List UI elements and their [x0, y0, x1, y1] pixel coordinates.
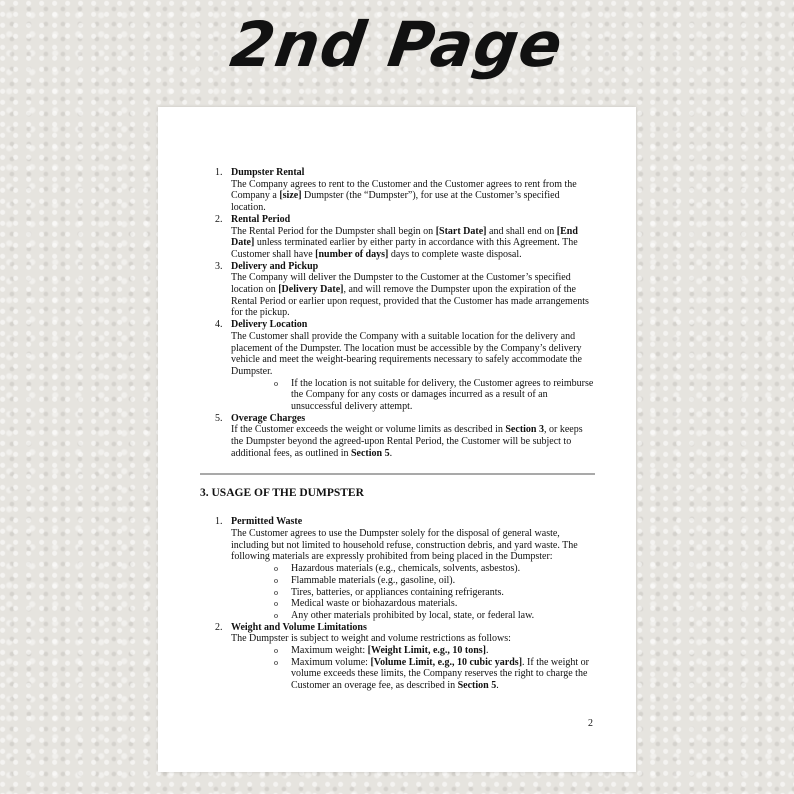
- item-body: [231, 424, 595, 459]
- item-body: [231, 179, 595, 214]
- item-title: Dumpster Rental: [231, 167, 305, 178]
- text-run: The Rental Period for the Dumpster shall begin on: [231, 225, 436, 237]
- item-number: 1.: [215, 167, 223, 178]
- item-number: 5.: [215, 412, 223, 424]
- text-run: , or keeps the Dumpster beyond the agreed-upon Rental Period, the Customer will be subject to additional fees, as outlined in: [231, 424, 583, 459]
- text-run: Maximum weight:: [291, 645, 368, 657]
- terms-list: [200, 167, 595, 460]
- bold-text: [Delivery Date]: [278, 284, 344, 296]
- item-number: 3.: [215, 260, 223, 272]
- bullet-icon: o: [274, 587, 278, 597]
- list-item: [200, 319, 595, 413]
- text-run: days to complete waste disposal.: [388, 248, 522, 260]
- text-run: The Company agrees to rent to the Customer and the Customer agrees to rent from the Company a: [231, 178, 577, 202]
- item-number: 2.: [215, 213, 223, 225]
- list-item: [200, 516, 595, 621]
- text-run: Flammable materials (e.g., gasoline, oil).: [291, 574, 456, 586]
- item-body: [231, 528, 595, 563]
- text-run: The Customer shall provide the Company with a suitable location for the delivery and placement of the Dumpster. The location must be accessible by the Company’s delivery vehicle and meet the weight-bearing requirements necessary to safely accommodate the Dumpster.: [231, 330, 582, 377]
- bold-text: Section 5: [457, 680, 497, 692]
- item-number: 2.: [215, 621, 223, 633]
- item-body: [231, 226, 595, 261]
- sub-bullet: [231, 610, 595, 622]
- sub-bullet: [231, 378, 595, 413]
- bullet-icon: o: [274, 610, 278, 620]
- bullet-icon: o: [274, 646, 278, 656]
- list-item: [200, 261, 595, 320]
- text-run: The Customer agrees to use the Dumpster solely for the disposal of general waste, including but not limited to household refuse, construction debris, and yard waste. The following materials are expressly prohibited from being placed in the Dumpster:: [231, 527, 578, 563]
- text-run: .: [389, 447, 393, 459]
- text-run: Any other materials prohibited by local, state, or federal law.: [291, 609, 535, 621]
- text-run: unless terminated earlier by either party in accordance with this Agreement. The Customer shall have: [231, 237, 578, 260]
- section-divider: [200, 473, 595, 475]
- item-body: [231, 272, 595, 319]
- item-title: Delivery and Pickup: [231, 260, 319, 272]
- bold-text: Section 3: [505, 424, 544, 436]
- text-run: The Dumpster is subject to weight and volume restrictions as follows:: [231, 633, 511, 645]
- item-title: Weight and Volume Limitations: [231, 621, 367, 633]
- item-title: Permitted Waste: [231, 516, 303, 528]
- document-content: [200, 167, 595, 692]
- bold-text: Section 5: [350, 447, 390, 459]
- sub-bullet: [231, 657, 595, 692]
- bullet-icon: o: [274, 657, 278, 667]
- bullet-icon: o: [274, 564, 278, 574]
- item-number: 4.: [215, 319, 223, 331]
- text-run: Medical waste or biohazardous materials.: [291, 598, 458, 610]
- section-heading: 3. USAGE OF THE DUMPSTER: [200, 486, 364, 499]
- sub-bullet: [231, 645, 595, 657]
- item-body: [231, 633, 595, 645]
- bold-text: [Weight Limit, e.g., 10 tons]: [367, 645, 486, 657]
- usage-list: [200, 516, 595, 692]
- sub-bullet: [231, 587, 595, 599]
- text-run: If the Customer exceeds the weight or volume limits as described in: [231, 424, 506, 436]
- sub-bullet: [231, 563, 595, 575]
- bullet-icon: o: [274, 378, 278, 388]
- text-run: Maximum volume:: [291, 656, 371, 668]
- text-run: The Company will deliver the Dumpster to the Customer at the Customer’s specified location on: [231, 272, 571, 296]
- list-item: [200, 622, 595, 692]
- item-title: Overage Charges: [231, 412, 306, 424]
- bold-text: [Volume Limit, e.g., 10 cubic yards]: [370, 656, 523, 668]
- text-run: Dumpster (the “Dumpster”), for use at the Customer’s specified location.: [231, 190, 560, 214]
- bullet-icon: o: [274, 575, 278, 585]
- list-item: [200, 413, 595, 460]
- bold-text: [size]: [279, 190, 302, 202]
- text-run: . If the weight or volume exceeds these limits, the Company reserves the right to charge the Customer an overage fee, as described in: [291, 656, 589, 692]
- sub-bullet: [231, 575, 595, 587]
- text-run: If the location is not suitable for delivery, the Customer agrees to reimburse the Company for any costs or damages incurred as a result of an unsuccessful delivery attempt.: [291, 377, 594, 413]
- text-run: Tires, batteries, or appliances containing refrigerants.: [291, 586, 504, 598]
- text-run: .: [496, 680, 499, 692]
- list-item: [200, 214, 595, 261]
- bold-text: [number of days]: [315, 248, 389, 260]
- banner-title: 2nd Page: [226, 8, 568, 81]
- text-run: Hazardous materials (e.g., chemicals, solvents, asbestos).: [291, 563, 521, 575]
- bullet-icon: o: [274, 599, 278, 609]
- text-run: .: [486, 645, 489, 657]
- bold-text: [End Date]: [231, 225, 578, 249]
- item-number: 1.: [215, 516, 223, 528]
- bold-text: [Start Date]: [435, 225, 487, 237]
- page-number: 2: [588, 718, 593, 729]
- item-body: [231, 331, 595, 378]
- document-page: [158, 107, 636, 772]
- item-title: Delivery Location: [231, 319, 308, 331]
- text-run: , and will remove the Dumpster upon the expiration of the Rental Period or earlier upon request, provided that the Customer has made arrangements for the pickup.: [231, 284, 589, 319]
- sub-bullet: [231, 598, 595, 610]
- text-run: and shall end on: [486, 225, 557, 237]
- list-item: [200, 167, 595, 214]
- item-title: Rental Period: [231, 213, 291, 225]
